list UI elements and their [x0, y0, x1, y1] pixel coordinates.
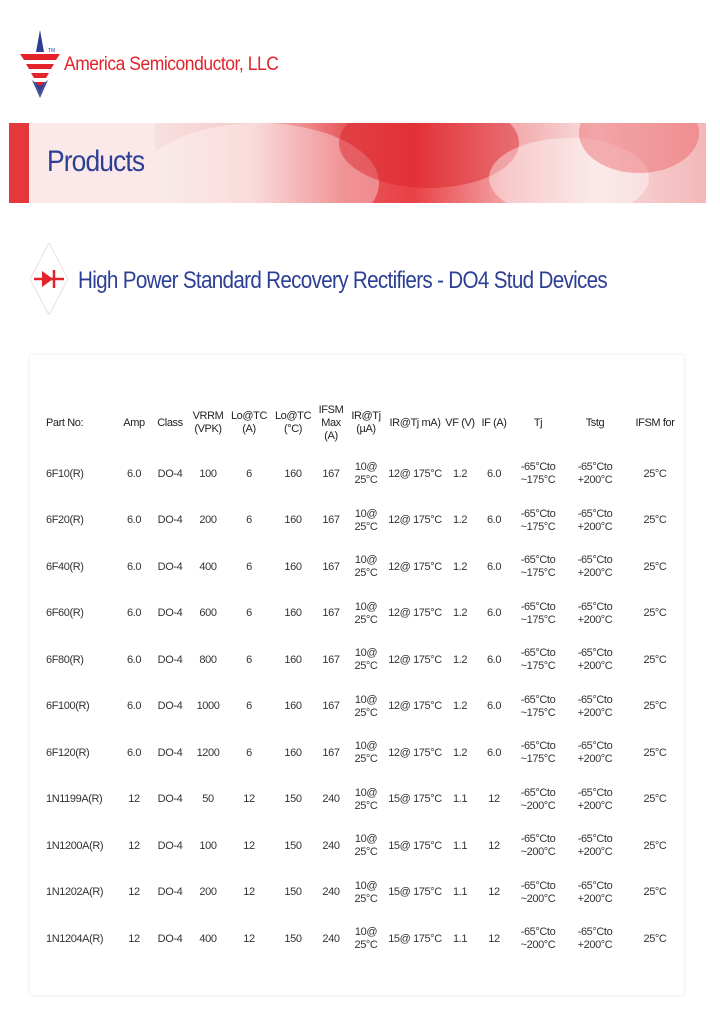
table-cell: DO-4	[157, 653, 183, 666]
column-header: Tstg	[585, 416, 605, 429]
table-cell: 12	[243, 793, 255, 806]
column-header: IF (A)	[481, 416, 507, 429]
table-cell: -65°Cto ~175°C	[520, 507, 556, 533]
table-cell: 1.2	[452, 514, 468, 527]
table-row	[30, 451, 684, 498]
table-cell: 240	[322, 886, 340, 899]
table-cell: 25°C	[643, 653, 667, 666]
table-cell: -65°Cto +200°C	[577, 600, 613, 626]
table-cell: 6.0	[126, 514, 142, 527]
table-cell: 800	[199, 653, 217, 666]
table-cell: 10@ 25°C	[354, 647, 378, 673]
table-cell: 160	[284, 560, 302, 573]
table-cell: 6.0	[486, 653, 502, 666]
table-cell: 6.0	[126, 467, 142, 480]
table-cell: 12@ 175°C	[388, 700, 442, 713]
table-cell: 12	[488, 886, 500, 899]
table-cell: 1.1	[452, 793, 468, 806]
table-cell: 10@ 25°C	[354, 600, 378, 626]
part-number-cell[interactable]: 6F60(R)	[46, 607, 84, 620]
table-cell: -65°Cto +200°C	[577, 693, 613, 719]
table-cell: 167	[322, 560, 340, 573]
table-row	[30, 730, 684, 777]
table-cell: 6.0	[126, 560, 142, 573]
table-row	[30, 777, 684, 824]
part-number-cell[interactable]: 6F20(R)	[46, 514, 84, 527]
table-cell: 6.0	[126, 607, 142, 620]
table-cell: DO-4	[157, 700, 183, 713]
table-cell: 1.2	[452, 653, 468, 666]
table-cell: 25°C	[643, 514, 667, 527]
table-cell: -65°Cto +200°C	[577, 879, 613, 905]
table-cell: 25°C	[643, 839, 667, 852]
table-cell: 167	[322, 514, 340, 527]
table-cell: 12	[488, 839, 500, 852]
table-cell: 12@ 175°C	[388, 607, 442, 620]
part-number-cell[interactable]: 6F100(R)	[46, 700, 90, 713]
table-cell: -65°Cto +200°C	[577, 554, 613, 580]
column-header: Class	[157, 416, 183, 429]
table-cell: 25°C	[643, 700, 667, 713]
table-cell: 240	[322, 839, 340, 852]
table-cell: 1.2	[452, 560, 468, 573]
table-cell: 12	[488, 932, 500, 945]
table-cell: 6	[246, 467, 252, 480]
table-cell: 10@ 25°C	[354, 926, 378, 952]
table-cell: 1.1	[452, 932, 468, 945]
table-cell: -65°Cto +200°C	[577, 740, 613, 766]
table-cell: 400	[199, 560, 217, 573]
table-cell: DO-4	[157, 886, 183, 899]
table-cell: 240	[322, 793, 340, 806]
table-cell: 6	[246, 607, 252, 620]
table-cell: DO-4	[157, 793, 183, 806]
table-cell: -65°Cto +200°C	[577, 833, 613, 859]
table-cell: 100	[199, 467, 217, 480]
column-header: Lo@TC (°C)	[274, 410, 312, 435]
product-table	[30, 395, 684, 963]
table-cell: 1200	[196, 746, 220, 759]
table-cell: 160	[284, 746, 302, 759]
table-cell: DO-4	[157, 514, 183, 527]
table-cell: 15@ 175°C	[388, 886, 442, 899]
table-cell: 6	[246, 746, 252, 759]
table-cell: -65°Cto +200°C	[577, 507, 613, 533]
table-cell: 1.1	[452, 839, 468, 852]
table-cell: DO-4	[157, 607, 183, 620]
table-cell: 10@ 25°C	[354, 740, 378, 766]
table-cell: 6.0	[126, 700, 142, 713]
column-header: IFSM for	[635, 416, 675, 429]
table-row	[30, 684, 684, 731]
column-header: Amp	[123, 416, 145, 429]
table-cell: 6.0	[486, 514, 502, 527]
table-row	[30, 823, 684, 870]
table-cell: 400	[199, 932, 217, 945]
table-cell: -65°Cto ~175°C	[520, 693, 556, 719]
part-number-cell[interactable]: 6F120(R)	[46, 746, 90, 759]
table-cell: 15@ 175°C	[388, 839, 442, 852]
table-cell: 25°C	[643, 560, 667, 573]
table-body	[30, 451, 684, 963]
table-cell: 15@ 175°C	[388, 932, 442, 945]
table-cell: 600	[199, 607, 217, 620]
table-cell: 10@ 25°C	[354, 833, 378, 859]
table-cell: 6.0	[486, 560, 502, 573]
table-cell: 12	[128, 793, 140, 806]
table-cell: 6.0	[126, 653, 142, 666]
table-cell: DO-4	[157, 467, 183, 480]
table-cell: 12@ 175°C	[388, 653, 442, 666]
table-header-row	[30, 395, 684, 451]
company-name[interactable]: America Semiconductor, LLC	[64, 54, 279, 75]
table-cell: 6	[246, 514, 252, 527]
table-cell: 1.2	[452, 700, 468, 713]
table-cell: 6.0	[486, 607, 502, 620]
table-cell: -65°Cto ~175°C	[520, 554, 556, 580]
table-cell: 100	[199, 839, 217, 852]
table-cell: 200	[199, 886, 217, 899]
column-header: IR@Tj (µA)	[351, 410, 381, 435]
table-cell: 167	[322, 746, 340, 759]
table-row	[30, 544, 684, 591]
table-cell: 10@ 25°C	[354, 786, 378, 812]
table-cell: 160	[284, 653, 302, 666]
product-table-card	[30, 355, 684, 995]
column-header: VRRM (VPK)	[192, 410, 224, 435]
table-cell: 25°C	[643, 886, 667, 899]
table-cell: 6	[246, 700, 252, 713]
table-cell: 6	[246, 560, 252, 573]
table-cell: 160	[284, 607, 302, 620]
table-cell: -65°Cto ~200°C	[520, 879, 556, 905]
table-cell: 6.0	[486, 467, 502, 480]
table-cell: 12@ 175°C	[388, 746, 442, 759]
table-cell: 15@ 175°C	[388, 793, 442, 806]
table-cell: -65°Cto ~200°C	[520, 833, 556, 859]
table-cell: -65°Cto +200°C	[577, 647, 613, 673]
trademark-mark: TM	[48, 48, 56, 54]
table-cell: 150	[284, 886, 302, 899]
table-cell: 10@ 25°C	[354, 554, 378, 580]
table-cell: 10@ 25°C	[354, 507, 378, 533]
table-cell: 1.2	[452, 467, 468, 480]
site-header	[0, 0, 720, 122]
table-cell: 150	[284, 793, 302, 806]
table-cell: 12	[128, 886, 140, 899]
column-header: Part No:	[46, 416, 84, 429]
table-cell: 240	[322, 932, 340, 945]
table-cell: 1.2	[452, 607, 468, 620]
table-cell: -65°Cto ~175°C	[520, 600, 556, 626]
part-number-cell[interactable]: 1N1200A(R)	[46, 839, 104, 852]
table-cell: 50	[202, 793, 214, 806]
column-header: Tj	[533, 416, 543, 429]
table-cell: 10@ 25°C	[354, 879, 378, 905]
table-cell: 25°C	[643, 793, 667, 806]
table-cell: 167	[322, 607, 340, 620]
table-cell: 1.2	[452, 746, 468, 759]
part-number-cell[interactable]: 1N1204A(R)	[46, 932, 104, 945]
table-cell: 25°C	[643, 607, 667, 620]
table-cell: 1.1	[452, 886, 468, 899]
table-cell: 167	[322, 467, 340, 480]
table-cell: -65°Cto ~175°C	[520, 461, 556, 487]
part-number-cell[interactable]: 6F10(R)	[46, 467, 84, 480]
table-cell: DO-4	[157, 839, 183, 852]
table-cell: 12	[128, 839, 140, 852]
section-title: High Power Standard Recovery Rectifiers - DO4 Stud Devices	[78, 267, 608, 294]
table-cell: 200	[199, 514, 217, 527]
table-cell: 6.0	[126, 746, 142, 759]
table-cell: 1000	[196, 700, 220, 713]
table-row	[30, 498, 684, 545]
table-cell: -65°Cto ~200°C	[520, 786, 556, 812]
table-cell: 12	[488, 793, 500, 806]
part-number-cell[interactable]: 6F40(R)	[46, 560, 84, 573]
column-header: IFSM Max (A)	[318, 403, 344, 442]
table-cell: 167	[322, 700, 340, 713]
table-cell: 160	[284, 467, 302, 480]
column-header: IR@Tj mA)	[389, 416, 441, 429]
table-cell: -65°Cto ~200°C	[520, 926, 556, 952]
table-cell: 167	[322, 653, 340, 666]
table-cell: 160	[284, 700, 302, 713]
column-header: VF (V)	[445, 416, 475, 429]
table-cell: 6.0	[486, 746, 502, 759]
page-title: Products	[47, 145, 145, 178]
part-number-cell[interactable]: 1N1202A(R)	[46, 886, 104, 899]
table-cell: 10@ 25°C	[354, 461, 378, 487]
table-cell: 25°C	[643, 746, 667, 759]
table-row	[30, 870, 684, 917]
table-cell: 10@ 25°C	[354, 693, 378, 719]
table-cell: 6.0	[486, 700, 502, 713]
table-row	[30, 637, 684, 684]
table-cell: -65°Cto +200°C	[577, 461, 613, 487]
column-header: Lo@TC (A)	[230, 410, 268, 435]
diode-icon	[30, 243, 68, 315]
table-cell: DO-4	[157, 746, 183, 759]
table-cell: 12	[243, 886, 255, 899]
table-cell: 150	[284, 839, 302, 852]
section-header	[30, 243, 630, 315]
table-cell: -65°Cto ~175°C	[520, 647, 556, 673]
star-triangle-logo-icon[interactable]	[18, 28, 62, 100]
products-banner	[9, 123, 706, 203]
part-number-cell[interactable]: 1N1199A(R)	[46, 793, 103, 806]
table-cell: 12@ 175°C	[388, 467, 442, 480]
table-cell: 12@ 175°C	[388, 560, 442, 573]
table-cell: 25°C	[643, 932, 667, 945]
table-cell: 160	[284, 514, 302, 527]
table-cell: 12	[128, 932, 140, 945]
table-cell: DO-4	[157, 932, 183, 945]
part-number-cell[interactable]: 6F80(R)	[46, 653, 84, 666]
table-cell: 25°C	[643, 467, 667, 480]
table-cell: 12	[243, 839, 255, 852]
table-cell: -65°Cto +200°C	[577, 786, 613, 812]
table-cell: -65°Cto +200°C	[577, 926, 613, 952]
table-cell: DO-4	[157, 560, 183, 573]
table-cell: 12@ 175°C	[388, 514, 442, 527]
table-cell: 6	[246, 653, 252, 666]
table-cell: 150	[284, 932, 302, 945]
table-row	[30, 591, 684, 638]
table-cell: -65°Cto ~175°C	[520, 740, 556, 766]
table-cell: 12	[243, 932, 255, 945]
table-row	[30, 916, 684, 963]
